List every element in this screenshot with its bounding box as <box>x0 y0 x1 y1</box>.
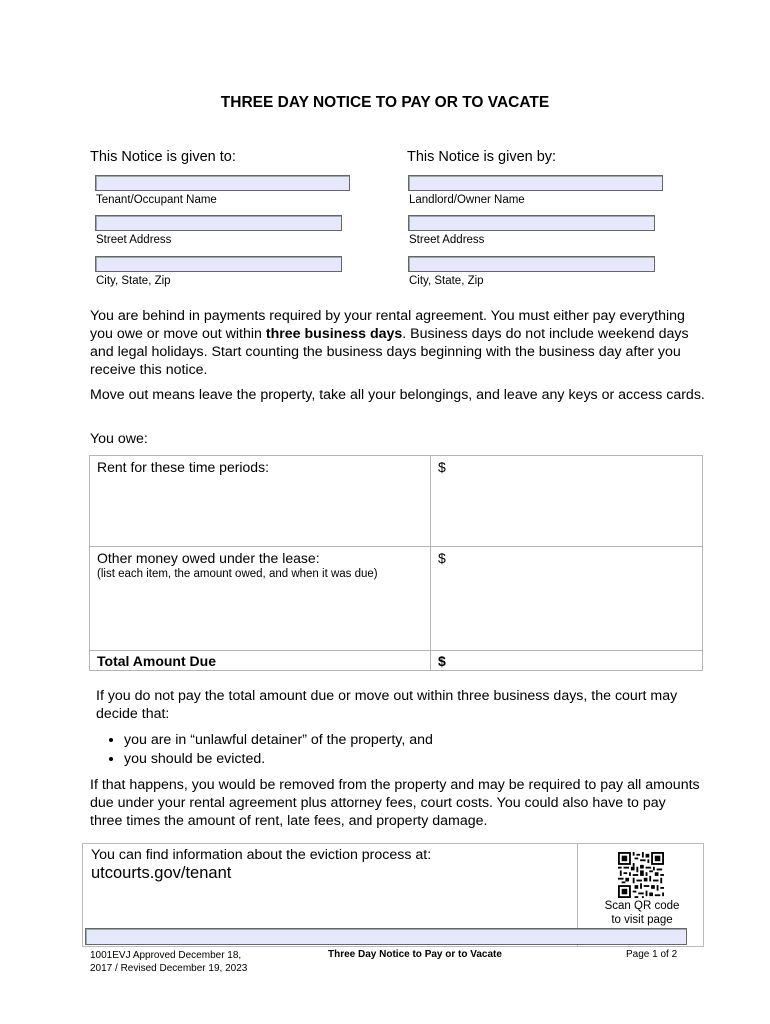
total-amount-label: Total Amount Due <box>97 653 216 669</box>
consequence-list <box>107 731 667 769</box>
document-title: THREE DAY NOTICE TO PAY OR TO VACATE <box>220 94 550 111</box>
total-amount-cell[interactable] <box>431 651 703 671</box>
qr-caption <box>583 899 701 927</box>
qr-caption-line2: to visit page <box>611 914 673 926</box>
landlord-street-field[interactable] <box>408 215 655 231</box>
rent-amount-cell[interactable] <box>431 456 703 547</box>
table-row <box>90 651 703 671</box>
table-row <box>90 456 703 547</box>
removal-paragraph: If that happens, you would be removed from the property and may be required to pay all amounts due under your rental agreement plus attorney fees, court costs. You could also have to pay three times the amount of rent, late fees, and property damage. <box>90 777 700 829</box>
rent-periods-cell[interactable] <box>90 456 431 547</box>
tenant-name-label: Tenant/Occupant Name <box>96 194 217 206</box>
notice-paragraph <box>90 307 705 379</box>
landlord-name-label: Landlord/Owner Name <box>409 194 525 206</box>
qr-code-icon <box>618 852 664 898</box>
amount-owed-table <box>89 455 703 671</box>
form-id <box>90 949 247 975</box>
total-dollar-sign: $ <box>438 653 446 669</box>
list-item: • you are in “unlawful detainer” of the property, and <box>124 731 667 750</box>
form-id-line1: 1001EVJ Approved December 18, <box>90 950 242 961</box>
given-to-heading: This Notice is given to: <box>90 149 236 165</box>
other-money-label: Other money owed under the lease: <box>97 550 320 566</box>
court-decision-intro: If you do not pay the total amount due or move out within three business days, the court may decide that: <box>96 688 678 722</box>
utcourts-link[interactable]: utcourts.gov/tenant <box>91 864 232 882</box>
landlord-name-field[interactable] <box>408 175 663 191</box>
three-business-days-emphasis: three business days <box>265 326 403 342</box>
notice-text-b: . Business days do not include weekend days and legal holidays. Start counting the business days beginning with the business day after you receive this notice. <box>90 326 689 378</box>
total-label-cell <box>90 651 431 671</box>
rent-periods-label: Rent for these time periods: <box>97 459 269 475</box>
move-out-paragraph: Move out means leave the property, take all your belongings, and leave any keys or access cards. <box>90 387 705 403</box>
footer-title: Three Day Notice to Pay or to Vacate <box>328 949 502 960</box>
given-by-heading: This Notice is given by: <box>407 149 557 165</box>
page-number: Page 1 of 2 <box>626 949 678 960</box>
other-money-instructions: (list each item, the amount owed, and when it was due) <box>97 568 378 580</box>
form-id-line2: 2017 / Revised December 19, 2023 <box>90 963 248 974</box>
tenant-city-label: City, State, Zip <box>96 275 171 287</box>
landlord-street-label: Street Address <box>409 234 485 246</box>
tenant-street-label: Street Address <box>96 234 172 246</box>
landlord-city-label: City, State, Zip <box>409 275 484 287</box>
you-owe-label: You owe: <box>90 431 148 447</box>
other-amount-cell[interactable] <box>431 547 703 651</box>
qr-caption-line1: Scan QR code <box>604 900 680 912</box>
other-dollar-sign: $ <box>438 550 446 566</box>
info-bottom-field[interactable] <box>85 928 687 945</box>
notice-text-a: You are behind in payments required by your rental agreement. You must either pay everything you owe or move out within <box>90 308 685 342</box>
info-text: You can find information about the eviction process at: <box>91 847 432 863</box>
landlord-city-field[interactable] <box>408 256 655 272</box>
table-row <box>90 547 703 651</box>
rent-dollar-sign: $ <box>438 459 446 475</box>
tenant-street-field[interactable] <box>95 215 342 231</box>
tenant-city-field[interactable] <box>95 256 342 272</box>
list-item: • you should be evicted. <box>124 750 667 769</box>
other-money-cell[interactable] <box>90 547 431 651</box>
tenant-name-field[interactable] <box>95 175 350 191</box>
